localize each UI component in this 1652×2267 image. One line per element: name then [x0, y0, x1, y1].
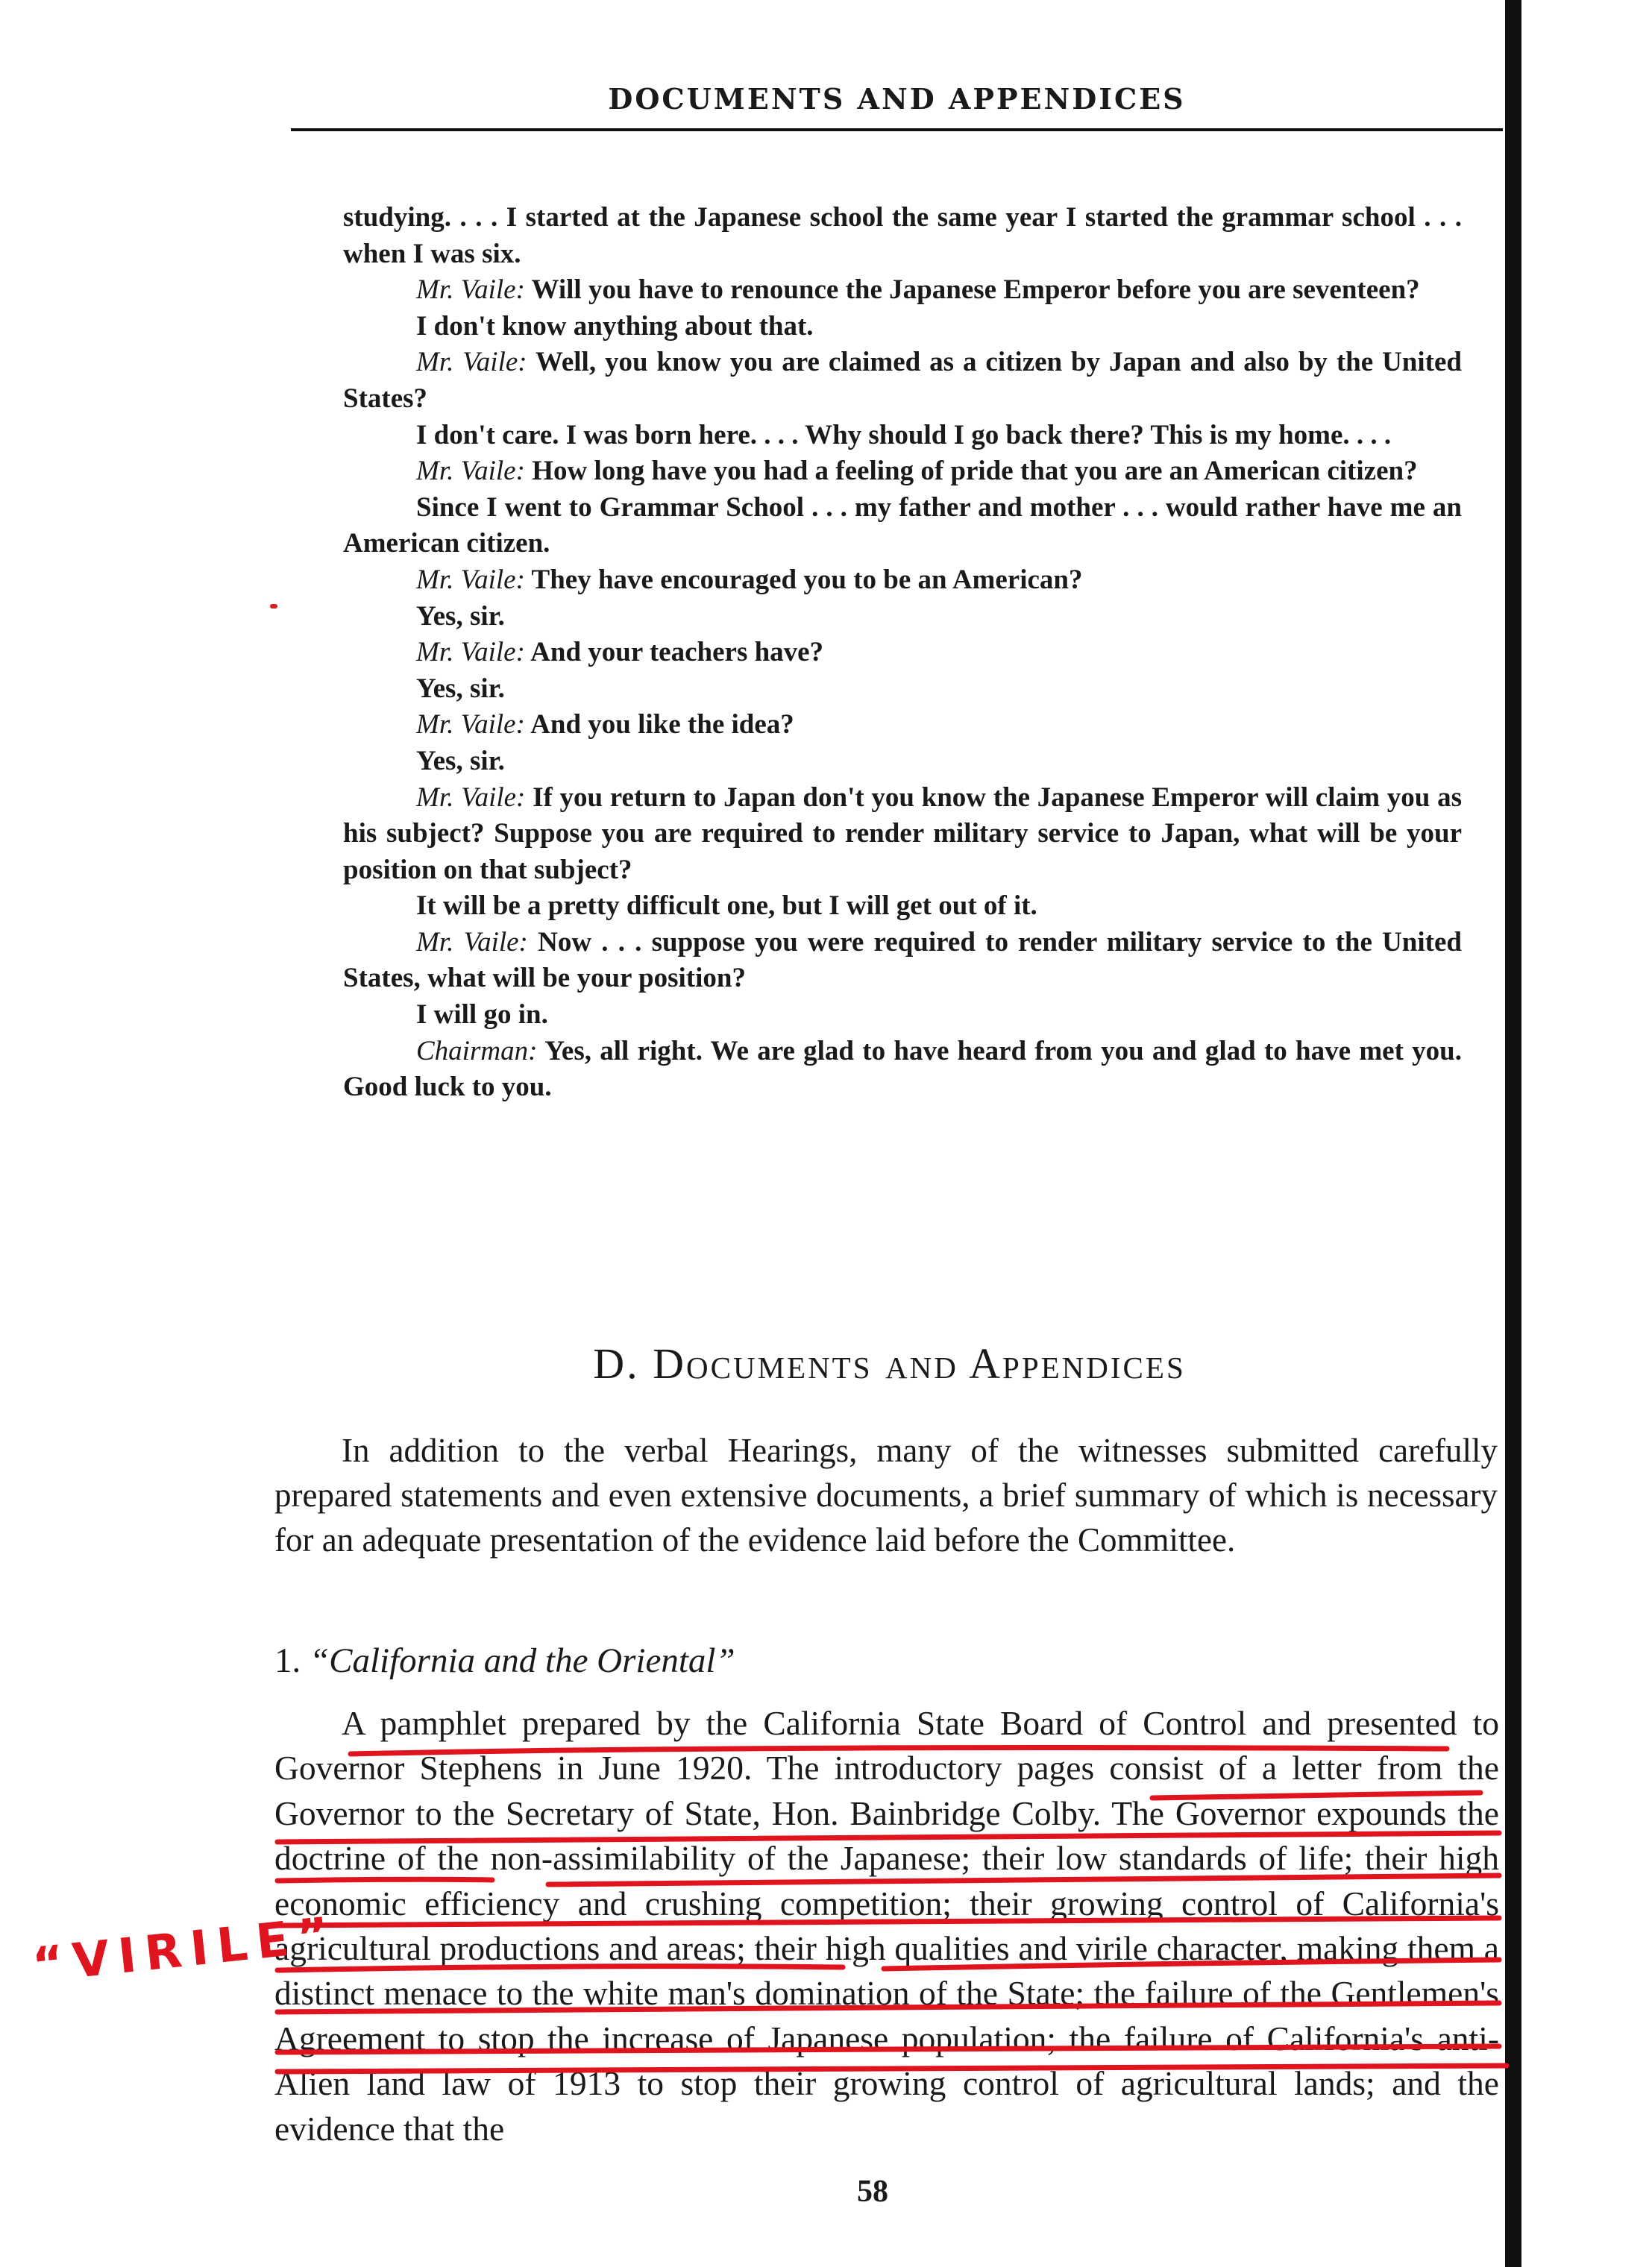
question-text: They have encouraged you to be an American?: [531, 564, 1083, 595]
speaker-label: Mr. Vaile:: [416, 709, 525, 741]
question-text: If you return to Japan don't you know the Japanese Emperor will claim you as his subject? Suppose you are required to render military service to Japan, what will be your position on that subject?: [343, 782, 1462, 885]
transcript-answer: Yes, sir.: [416, 673, 505, 704]
stray-ink-mark: [270, 604, 277, 609]
speaker-label: Mr. Vaile:: [416, 274, 525, 306]
transcript-question: [343, 562, 1462, 599]
transcript-question: [343, 272, 1462, 309]
speaker-label: Mr. Vaile:: [416, 782, 526, 813]
page-number: 58: [857, 2175, 888, 2209]
question-text: Yes, all right. We are glad to have heard from you and glad to have met you. Good luck to you.: [343, 1035, 1462, 1103]
intro-text: In addition to the verbal Hearings, many of the witnesses submitted carefully prepared statements and even extensive documents, a brief summary of which is necessary for an adequate presentation of the evidence laid before the Committee.: [274, 1432, 1498, 1559]
question-text: How long have you had a feeling of pride that you are an American citizen?: [532, 456, 1418, 487]
transcript-answer: It will be a pretty difficult one, but I will get out of it.: [416, 890, 1037, 922]
handwritten-annotation: “VIRILE”: [30, 1907, 341, 1994]
transcript-question: [343, 345, 1462, 417]
question-text: And you like the idea?: [530, 709, 794, 741]
transcript-answer: Yes, sir.: [416, 600, 505, 632]
page-edge-shadow: [1505, 0, 1521, 2267]
transcript-question: [343, 707, 1462, 743]
section-heading: D. Documents and Appendices: [593, 1339, 1186, 1388]
pamphlet-text: A pamphlet prepared by the California State Board of Control and presented to Governor Stephens in June 1920. The introductory pages consist of a letter from the Governor to the Secretary of State, Hon. Bainbridge Colby. The Governor expounds the doctrine of the non-assimilability of the Japanese; their low standards of life; their high economic efficiency and crushing competition; their growing control of California's agricultural productions and areas; their high qualities and virile character, making them a distinct menace to the white man's domination of the State; the failure of the Gentlemen's Agreement to stop the increase of Japanese population; the failure of California's anti-Alien land law of 1913 to stop their growing control of agricultural lands; and the evidence that the: [274, 1704, 1499, 2148]
document-subheading: [274, 1641, 1319, 1681]
transcript-question: [343, 780, 1462, 889]
transcript-question: [343, 925, 1462, 997]
transcript-answer: I don't care. I was born here. . . . Why should I go back there? This is my home. . . .: [416, 419, 1392, 450]
running-head: DOCUMENTS AND APPENDICES: [608, 82, 1186, 116]
subheading-title: “California and the Oriental”: [310, 1641, 735, 1680]
question-text: Will you have to renounce the Japanese Emperor before you are seventeen?: [531, 274, 1420, 306]
question-text: And your teachers have?: [530, 637, 824, 668]
transcript-line: studying. . . . I started at the Japanese school the same year I started the grammar school . . . when I was six.: [343, 202, 1462, 269]
transcript-answer: I don't know anything about that.: [416, 310, 814, 342]
speaker-label: Mr. Vaile:: [416, 564, 525, 595]
pamphlet-summary: [274, 1701, 1499, 2151]
transcript-answer: Since I went to Grammar School . . . my father and mother . . . would rather have me an American citizen.: [343, 491, 1462, 559]
hearing-transcript: [343, 200, 1462, 1106]
question-text: Well, you know you are claimed as a citizen by Japan and also by the United States?: [343, 347, 1462, 414]
transcript-answer: I will go in.: [416, 999, 548, 1031]
subheading-number: 1.: [274, 1641, 301, 1680]
header-rule: [291, 128, 1503, 131]
transcript-answer: Yes, sir.: [416, 745, 505, 776]
transcript-question: [343, 1034, 1462, 1106]
speaker-label: Mr. Vaile:: [416, 637, 525, 668]
speaker-label: Mr. Vaile:: [416, 347, 527, 378]
speaker-label: Mr. Vaile:: [416, 456, 525, 487]
speaker-label: Mr. Vaile:: [416, 926, 528, 958]
question-text: Now . . . suppose you were required to render military service to the United States, what will be your position?: [343, 926, 1462, 994]
transcript-question: [343, 635, 1462, 671]
speaker-label: Chairman:: [416, 1035, 538, 1066]
intro-paragraph: [274, 1428, 1498, 1562]
transcript-question: [343, 453, 1462, 490]
